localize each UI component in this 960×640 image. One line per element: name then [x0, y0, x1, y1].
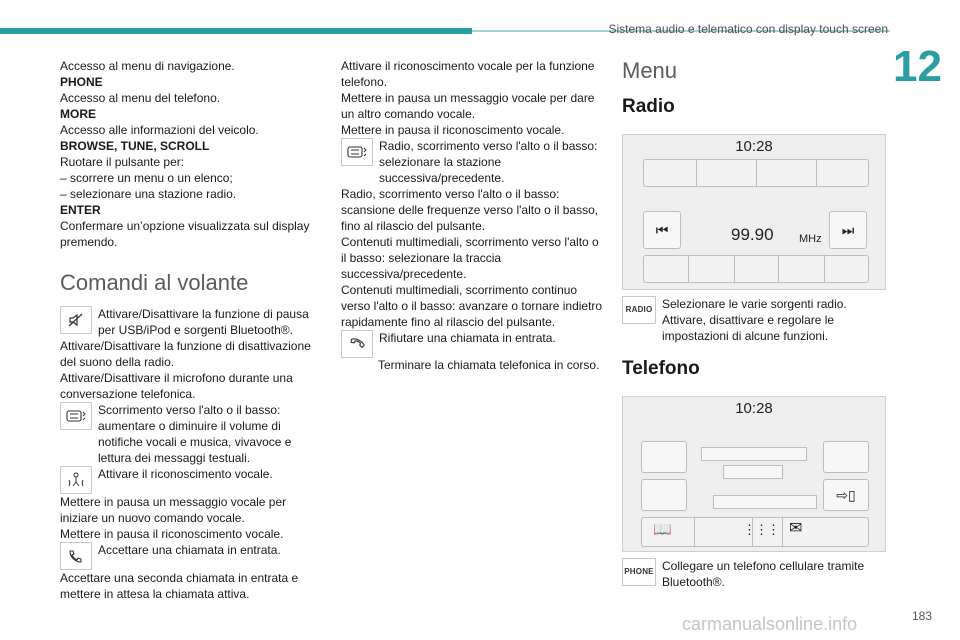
text: Ruotare il pulsante per: — [60, 155, 185, 169]
display-line — [701, 447, 807, 461]
text: Terminare la chiamata telefonica in corso. — [378, 358, 600, 372]
column-middle — [341, 58, 606, 373]
text: Confermare un’opzione visualizzata sul display premendo. — [60, 219, 310, 249]
mute-block — [60, 306, 315, 338]
label-more: MORE — [60, 107, 96, 121]
text: Attivare/Disattivare la funzione di disattivazione del suono della radio. — [60, 339, 311, 369]
scroll-block-2 — [341, 138, 606, 186]
header-accent-bar — [0, 28, 472, 34]
chapter-number: 12 — [893, 42, 942, 91]
text: Contenuti multimediali, scorrimento verso l'alto o il basso: selezionare la traccia successiva/precedente. — [341, 235, 599, 281]
frequency-unit: MHz — [799, 233, 822, 245]
messages-icon[interactable]: ✉ — [789, 520, 803, 537]
text: Radio, scorrimento verso l'alto o il basso: selezionare la stazione successiva/precedente. — [379, 139, 598, 185]
text: Radio, scorrimento verso l'alto o il basso: scansione delle frequenze verso l'alto o il basso, fino al rilascio del pulsante. — [341, 187, 599, 233]
radio-button-icon: RADIO — [622, 296, 656, 324]
text: – selezionare una stazione radio. — [60, 187, 237, 201]
page-header: Sistema audio e telematico con display touch screen — [608, 22, 888, 36]
text: Attivare il riconoscimento vocale per la funzione telefono. — [341, 59, 595, 89]
phone-handset-icon — [60, 542, 92, 570]
text: Rifiutare una chiamata in entrata. — [379, 331, 556, 345]
radio-heading: Radio — [622, 96, 675, 117]
phone-button-top-right[interactable] — [823, 441, 869, 473]
text: Mettere in pausa un messaggio vocale per dare un altro comando vocale. — [341, 91, 595, 121]
phone-screen — [622, 396, 886, 552]
text: Mettere in pausa un messaggio vocale per iniziare un nuovo comando vocale. — [60, 495, 287, 525]
preset-bar-top[interactable] — [643, 159, 869, 187]
section-heading: Comandi al volante — [60, 270, 249, 295]
phone-button-icon: PHONE — [622, 558, 656, 586]
voice-block — [60, 466, 315, 494]
phone-button-top-left[interactable] — [641, 441, 687, 473]
display-line — [723, 465, 783, 479]
text: Attivare il riconoscimento vocale. — [98, 467, 273, 481]
label-enter: ENTER — [60, 203, 101, 217]
scroll-wheel-icon — [60, 402, 92, 430]
previous-track-icon[interactable]: ⏮ — [643, 211, 681, 249]
text: Contenuti multimediali, scorrimento continuo verso l'alto o il basso: avanzare o tornare indietro rapidamente fino al rilascio del pulsante. — [341, 283, 603, 329]
text: Collegare un telefono cellulare tramite Bluetooth®. — [662, 559, 865, 589]
text: Selezionare le varie sorgenti radio. Attivare, disattivare e regolare le impostazioni di alcune funzioni. — [662, 297, 847, 343]
label-browse: BROWSE, TUNE, SCROLL — [60, 139, 210, 153]
scroll-wheel-icon — [341, 138, 373, 166]
column-left — [60, 58, 315, 602]
phone-button-mid-left[interactable] — [641, 479, 687, 511]
text: Mettere in pausa il riconoscimento vocale. — [60, 527, 284, 541]
column-right — [622, 58, 887, 590]
text: – scorrere un menu o un elenco; — [60, 171, 233, 185]
radio-desc-block — [622, 296, 887, 344]
text: Mettere in pausa il riconoscimento vocale. — [341, 123, 565, 137]
radio-clock: 10:28 — [735, 138, 773, 155]
call-block — [60, 542, 315, 570]
radio-frequency: 99.90 — [731, 225, 774, 244]
bluetooth-pair-icon[interactable]: ⇨▯ — [823, 479, 869, 511]
watermark: carmanualsonline.info — [682, 614, 858, 634]
text: Attivare/Disattivare la funzione di pausa per USB/iPod e sorgenti Bluetooth®. — [98, 307, 309, 337]
phone-clock: 10:28 — [735, 400, 773, 417]
text: Scorrimento verso l'alto o il basso: aumentare o diminuire il volume di notifiche vocali e musica, vivavoce e lettura dei messaggi testuali. — [98, 403, 292, 465]
label-phone: PHONE — [60, 75, 103, 89]
keypad-icon[interactable]: ⋮⋮⋮ — [743, 522, 779, 537]
radio-screen — [622, 134, 886, 290]
text: Accesso alle informazioni del veicolo. — [60, 123, 259, 137]
phone-heading: Telefono — [622, 358, 700, 379]
mute-icon — [60, 306, 92, 334]
text: Accettare una chiamata in entrata. — [98, 543, 281, 557]
next-track-icon[interactable]: ⏭ — [829, 211, 867, 249]
text: Accesso al menu di navigazione. — [60, 59, 235, 73]
scroll-block — [60, 402, 315, 466]
display-line — [713, 495, 817, 509]
contacts-book-icon[interactable]: 📖 — [653, 521, 672, 538]
phone-desc-block — [622, 558, 887, 590]
voice-recognition-icon — [60, 466, 92, 494]
text: Accettare una seconda chiamata in entrata e mettere in attesa la chiamata attiva. — [60, 571, 299, 601]
text: Accesso al menu del telefono. — [60, 91, 221, 105]
hang-up-icon — [341, 330, 373, 358]
preset-bar-bottom[interactable] — [643, 255, 869, 283]
page-number: 183 — [911, 609, 932, 623]
hangup-block — [341, 330, 606, 358]
text: Attivare/Disattivare il microfono durante una conversazione telefonica. — [60, 371, 293, 401]
menu-heading: Menu — [622, 58, 678, 83]
